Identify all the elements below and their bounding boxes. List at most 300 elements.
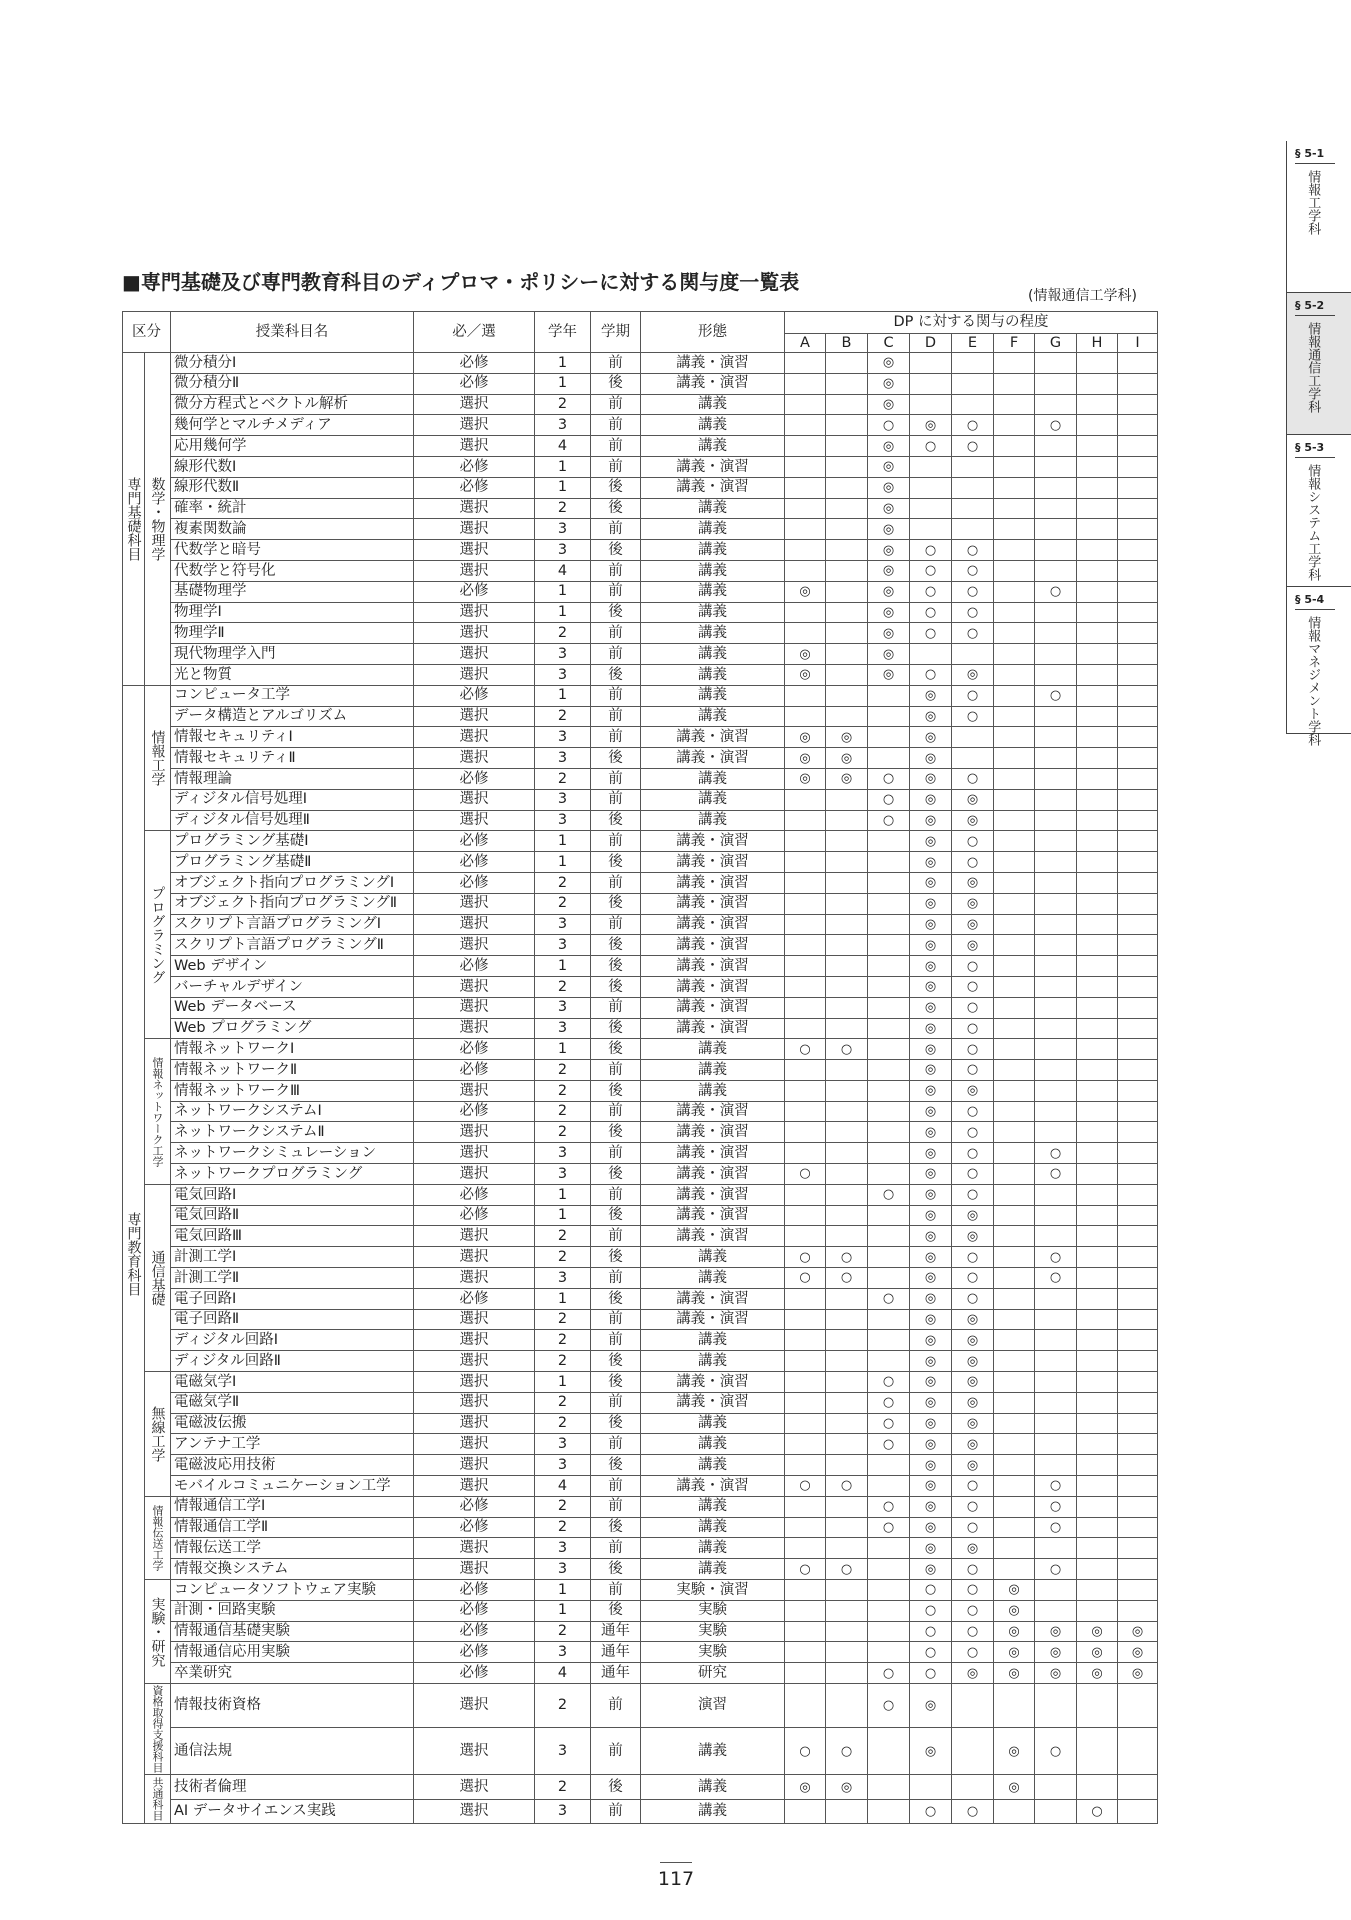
table-row — [123, 664, 1158, 685]
required-elective: 選択 — [414, 1018, 535, 1039]
dp-mark-g: ○ — [1035, 1268, 1077, 1289]
dp-mark-f — [994, 1434, 1035, 1455]
dp-mark-g — [1035, 1330, 1077, 1351]
class-form: 講義 — [641, 415, 785, 436]
subject-name: 微分積分Ⅰ — [171, 353, 414, 374]
required-elective: 選択 — [414, 1413, 535, 1434]
dp-mark-g: ◎ — [1035, 1663, 1077, 1684]
dp-mark-i — [1118, 581, 1158, 602]
dp-mark-i — [1118, 1101, 1158, 1122]
dp-mark-a — [785, 914, 826, 935]
dp-mark-d — [910, 477, 952, 498]
dp-mark-e: ◎ — [952, 1351, 994, 1372]
dp-mark-c — [868, 1330, 910, 1351]
year: 2 — [535, 1684, 591, 1728]
dp-mark-f: ◎ — [994, 1621, 1035, 1642]
table-row — [123, 1476, 1158, 1497]
dp-mark-b — [826, 1205, 868, 1226]
dp-mark-d: ◎ — [910, 893, 952, 914]
dp-mark-h — [1077, 1434, 1118, 1455]
dp-mark-i — [1118, 872, 1158, 893]
dp-mark-g — [1035, 1372, 1077, 1393]
subject-name: 情報ネットワークⅡ — [171, 1060, 414, 1081]
dp-mark-d — [910, 519, 952, 540]
term: 後 — [591, 935, 641, 956]
table-row — [123, 1184, 1158, 1205]
dp-mark-f — [994, 456, 1035, 477]
year: 2 — [535, 1122, 591, 1143]
dp-mark-e — [952, 1775, 994, 1800]
dp-mark-h — [1077, 560, 1118, 581]
class-form: 講義・演習 — [641, 893, 785, 914]
class-form: 講義 — [641, 644, 785, 665]
dp-mark-d: ◎ — [910, 872, 952, 893]
dp-mark-g — [1035, 353, 1077, 374]
dp-mark-f — [994, 436, 1035, 457]
year: 3 — [535, 1455, 591, 1476]
term: 後 — [591, 477, 641, 498]
subject-name: ネットワークシミュレーション — [171, 1143, 414, 1164]
dp-mark-a — [785, 1538, 826, 1559]
dp-mark-e: ○ — [952, 976, 994, 997]
dp-mark-i — [1118, 831, 1158, 852]
dp-mark-f — [994, 852, 1035, 873]
dp-mark-e: ○ — [952, 1580, 994, 1601]
table-row — [123, 1268, 1158, 1289]
dp-mark-h — [1077, 1496, 1118, 1517]
dp-mark-d: ○ — [910, 436, 952, 457]
dp-mark-i — [1118, 1538, 1158, 1559]
subject-name: コンピュータ工学 — [171, 685, 414, 706]
dp-mark-b — [826, 956, 868, 977]
dp-mark-c — [868, 685, 910, 706]
dp-mark-f: ◎ — [994, 1600, 1035, 1621]
dp-mark-g — [1035, 1799, 1077, 1823]
dp-mark-g: ○ — [1035, 1559, 1077, 1580]
dp-mark-h — [1077, 623, 1118, 644]
required-elective: 選択 — [414, 560, 535, 581]
dp-mark-e: ○ — [952, 685, 994, 706]
required-elective: 必修 — [414, 1663, 535, 1684]
dp-mark-b — [826, 540, 868, 561]
term: 前 — [591, 519, 641, 540]
dp-mark-e — [952, 353, 994, 374]
dp-mark-g — [1035, 1309, 1077, 1330]
year: 2 — [535, 1413, 591, 1434]
dp-mark-c — [868, 1351, 910, 1372]
term: 後 — [591, 1600, 641, 1621]
subject-name: 線形代数Ⅰ — [171, 456, 414, 477]
dp-mark-b — [826, 706, 868, 727]
term: 前 — [591, 1727, 641, 1774]
dp-mark-d: ◎ — [910, 976, 952, 997]
dp-mark-b: ○ — [826, 1247, 868, 1268]
required-elective: 必修 — [414, 456, 535, 477]
dp-mark-g — [1035, 976, 1077, 997]
dp-mark-g — [1035, 1288, 1077, 1309]
table-row — [123, 976, 1158, 997]
table-row — [123, 1143, 1158, 1164]
subject-name: ディジタル信号処理Ⅱ — [171, 810, 414, 831]
dp-mark-h — [1077, 644, 1118, 665]
dp-mark-d: ◎ — [910, 1184, 952, 1205]
dp-mark-f — [994, 353, 1035, 374]
dp-mark-d: ◎ — [910, 1080, 952, 1101]
year: 3 — [535, 810, 591, 831]
term: 前 — [591, 560, 641, 581]
required-elective: 選択 — [414, 748, 535, 769]
term: 前 — [591, 353, 641, 374]
dp-mark-g — [1035, 623, 1077, 644]
dp-mark-b — [826, 519, 868, 540]
dp-mark-i — [1118, 1080, 1158, 1101]
dp-mark-e: ○ — [952, 956, 994, 977]
term: 後 — [591, 1164, 641, 1185]
dp-mark-g: ◎ — [1035, 1642, 1077, 1663]
dp-mark-a — [785, 1600, 826, 1621]
table-row — [123, 1455, 1158, 1476]
dp-mark-a — [785, 1060, 826, 1081]
dp-mark-f — [994, 373, 1035, 394]
dp-mark-i — [1118, 1122, 1158, 1143]
year: 3 — [535, 914, 591, 935]
term: 通年 — [591, 1642, 641, 1663]
subject-name: 幾何学とマルチメディア — [171, 415, 414, 436]
dp-mark-c — [868, 1621, 910, 1642]
dp-mark-h — [1077, 685, 1118, 706]
dp-mark-c: ◎ — [868, 602, 910, 623]
dp-mark-d: ◎ — [910, 768, 952, 789]
dp-mark-f — [994, 1226, 1035, 1247]
required-elective: 選択 — [414, 1226, 535, 1247]
term: 後 — [591, 893, 641, 914]
section-tab[interactable] — [1286, 587, 1351, 746]
dp-mark-d: ○ — [910, 1600, 952, 1621]
term: 前 — [591, 1060, 641, 1081]
dp-mark-d: ◎ — [910, 810, 952, 831]
group-label: 情報工学 — [145, 685, 171, 831]
dp-mark-c — [868, 1538, 910, 1559]
year: 3 — [535, 644, 591, 665]
required-elective: 選択 — [414, 1455, 535, 1476]
year: 2 — [535, 1775, 591, 1800]
dp-relevance-table — [122, 311, 1158, 1824]
required-elective: 選択 — [414, 1538, 535, 1559]
dp-mark-e: ○ — [952, 1101, 994, 1122]
group-label: 通信基礎 — [145, 1184, 171, 1371]
dp-mark-h: ◎ — [1077, 1642, 1118, 1663]
dp-mark-a: ○ — [785, 1559, 826, 1580]
dp-mark-h — [1077, 1684, 1118, 1728]
year: 3 — [535, 1642, 591, 1663]
dp-mark-c: ○ — [868, 1392, 910, 1413]
dp-mark-i — [1118, 1247, 1158, 1268]
table-row — [123, 685, 1158, 706]
table-row — [123, 623, 1158, 644]
dp-mark-e: ○ — [952, 831, 994, 852]
class-form: 講義・演習 — [641, 1018, 785, 1039]
dp-mark-i — [1118, 560, 1158, 581]
dp-mark-f — [994, 1101, 1035, 1122]
dp-mark-i — [1118, 1799, 1158, 1823]
dp-mark-f — [994, 768, 1035, 789]
class-form: 講義 — [641, 498, 785, 519]
dp-mark-f — [994, 415, 1035, 436]
subject-name: 線形代数Ⅱ — [171, 477, 414, 498]
required-elective: 必修 — [414, 353, 535, 374]
dp-mark-h — [1077, 1143, 1118, 1164]
dp-mark-g — [1035, 394, 1077, 415]
dp-mark-b — [826, 1517, 868, 1538]
table-row — [123, 436, 1158, 457]
required-elective: 選択 — [414, 436, 535, 457]
year: 3 — [535, 1799, 591, 1823]
dp-mark-a — [785, 1309, 826, 1330]
class-form: 講義・演習 — [641, 456, 785, 477]
dp-mark-i — [1118, 498, 1158, 519]
table-row — [123, 560, 1158, 581]
class-form: 実験 — [641, 1642, 785, 1663]
dp-mark-a: ○ — [785, 1476, 826, 1497]
year: 3 — [535, 1018, 591, 1039]
dp-mark-a — [785, 1351, 826, 1372]
dp-mark-c: ◎ — [868, 394, 910, 415]
dp-mark-f — [994, 602, 1035, 623]
dp-mark-d: ◎ — [910, 1060, 952, 1081]
dp-mark-d: ○ — [910, 1663, 952, 1684]
dp-mark-h — [1077, 498, 1118, 519]
required-elective: 選択 — [414, 498, 535, 519]
year: 2 — [535, 872, 591, 893]
dp-mark-b — [826, 560, 868, 581]
table-row — [123, 581, 1158, 602]
dp-mark-f — [994, 1496, 1035, 1517]
class-form: 講義 — [641, 519, 785, 540]
dp-mark-d: ◎ — [910, 1101, 952, 1122]
dp-mark-i — [1118, 852, 1158, 873]
dp-mark-b: ○ — [826, 1727, 868, 1774]
dp-mark-f — [994, 1122, 1035, 1143]
table-row — [123, 1018, 1158, 1039]
dp-mark-b — [826, 976, 868, 997]
section-tab[interactable] — [1286, 293, 1351, 435]
class-form: 実験 — [641, 1621, 785, 1642]
dp-mark-b: ○ — [826, 1559, 868, 1580]
dp-mark-h: ○ — [1077, 1799, 1118, 1823]
dp-mark-g — [1035, 1684, 1077, 1728]
dp-mark-a: ○ — [785, 1727, 826, 1774]
dp-mark-b — [826, 1455, 868, 1476]
class-form: 講義 — [641, 1559, 785, 1580]
dp-mark-i — [1118, 1775, 1158, 1800]
required-elective: 選択 — [414, 1164, 535, 1185]
dp-mark-d: ○ — [910, 1799, 952, 1823]
required-elective: 選択 — [414, 1268, 535, 1289]
dp-mark-g — [1035, 1205, 1077, 1226]
dp-mark-d: ◎ — [910, 706, 952, 727]
dp-col-e: E — [952, 334, 994, 353]
section-tab[interactable] — [1286, 141, 1351, 293]
dp-mark-h — [1077, 415, 1118, 436]
required-elective: 必修 — [414, 1642, 535, 1663]
dp-mark-i — [1118, 1600, 1158, 1621]
dp-mark-i — [1118, 914, 1158, 935]
dp-mark-a — [785, 1143, 826, 1164]
dp-mark-c — [868, 1226, 910, 1247]
class-form: 講義 — [641, 1517, 785, 1538]
table-row — [123, 1538, 1158, 1559]
dp-mark-c: ◎ — [868, 623, 910, 644]
dp-mark-d: ◎ — [910, 1039, 952, 1060]
dp-mark-a: ○ — [785, 1164, 826, 1185]
table-row — [123, 1372, 1158, 1393]
dp-mark-h — [1077, 1226, 1118, 1247]
subject-name: バーチャルデザイン — [171, 976, 414, 997]
term: 前 — [591, 1799, 641, 1823]
dp-mark-e: ◎ — [952, 1309, 994, 1330]
dp-mark-f — [994, 1351, 1035, 1372]
year: 4 — [535, 1663, 591, 1684]
dp-mark-c: ○ — [868, 1184, 910, 1205]
dp-mark-c: ○ — [868, 1663, 910, 1684]
dp-mark-e — [952, 477, 994, 498]
year: 1 — [535, 456, 591, 477]
required-elective: 選択 — [414, 540, 535, 561]
dp-mark-c — [868, 956, 910, 977]
dp-mark-c: ◎ — [868, 353, 910, 374]
dp-mark-a — [785, 1455, 826, 1476]
dp-mark-b — [826, 1413, 868, 1434]
table-row — [123, 768, 1158, 789]
dp-mark-g — [1035, 1122, 1077, 1143]
table-row — [123, 935, 1158, 956]
dp-mark-h — [1077, 1101, 1118, 1122]
dp-mark-b — [826, 1288, 868, 1309]
class-form: 実験 — [641, 1600, 785, 1621]
dp-mark-h — [1077, 602, 1118, 623]
term: 前 — [591, 789, 641, 810]
dp-mark-a — [785, 373, 826, 394]
dp-mark-b — [826, 789, 868, 810]
year: 4 — [535, 560, 591, 581]
class-form: 講義・演習 — [641, 831, 785, 852]
dp-mark-c: ◎ — [868, 519, 910, 540]
dp-mark-d: ◎ — [910, 415, 952, 436]
term: 前 — [591, 456, 641, 477]
year: 2 — [535, 1101, 591, 1122]
dp-mark-d — [910, 456, 952, 477]
year: 3 — [535, 789, 591, 810]
dp-mark-h — [1077, 1351, 1118, 1372]
subject-name: 物理学Ⅰ — [171, 602, 414, 623]
class-form: 講義 — [641, 685, 785, 706]
dp-mark-c: ○ — [868, 1434, 910, 1455]
term: 前 — [591, 997, 641, 1018]
dp-mark-i — [1118, 477, 1158, 498]
dp-mark-g — [1035, 852, 1077, 873]
required-elective: 選択 — [414, 1351, 535, 1372]
required-elective: 必修 — [414, 1101, 535, 1122]
class-form: 講義・演習 — [641, 976, 785, 997]
dp-mark-a — [785, 893, 826, 914]
year: 2 — [535, 1226, 591, 1247]
class-form: 講義 — [641, 1413, 785, 1434]
table-row — [123, 1247, 1158, 1268]
dp-mark-a — [785, 1580, 826, 1601]
dp-mark-f — [994, 498, 1035, 519]
class-form: 講義 — [641, 1799, 785, 1823]
dp-mark-d: ◎ — [910, 1205, 952, 1226]
dp-mark-h — [1077, 768, 1118, 789]
subject-name: 電磁気学Ⅰ — [171, 1372, 414, 1393]
year: 2 — [535, 976, 591, 997]
dp-mark-c — [868, 1268, 910, 1289]
dp-mark-e: ◎ — [952, 914, 994, 935]
dp-mark-b — [826, 893, 868, 914]
dp-mark-c: ○ — [868, 810, 910, 831]
dp-mark-i — [1118, 1018, 1158, 1039]
dp-mark-h — [1077, 394, 1118, 415]
subject-name: 情報セキュリティⅡ — [171, 748, 414, 769]
dp-mark-c — [868, 1039, 910, 1060]
subject-name: 情報交換システム — [171, 1559, 414, 1580]
dp-mark-b — [826, 1642, 868, 1663]
table-row — [123, 373, 1158, 394]
term: 前 — [591, 623, 641, 644]
table-row — [123, 1101, 1158, 1122]
class-form: 講義 — [641, 1080, 785, 1101]
term: 後 — [591, 540, 641, 561]
dp-mark-e: ○ — [952, 997, 994, 1018]
dp-mark-a: ◎ — [785, 1775, 826, 1800]
subject-name: Web プログラミング — [171, 1018, 414, 1039]
dp-mark-e: ○ — [952, 1039, 994, 1060]
dp-mark-e: ○ — [952, 1060, 994, 1081]
term: 前 — [591, 1309, 641, 1330]
dp-mark-h — [1077, 1775, 1118, 1800]
table-row — [123, 1642, 1158, 1663]
dp-mark-a — [785, 935, 826, 956]
dp-mark-f — [994, 1268, 1035, 1289]
subject-name: ネットワークシステムⅠ — [171, 1101, 414, 1122]
dp-mark-b: ◎ — [826, 748, 868, 769]
dp-mark-d: ○ — [910, 581, 952, 602]
dp-mark-h — [1077, 353, 1118, 374]
dp-mark-e — [952, 519, 994, 540]
dp-mark-a — [785, 1018, 826, 1039]
dp-mark-a — [785, 1184, 826, 1205]
dp-mark-f — [994, 1080, 1035, 1101]
dp-mark-d — [910, 373, 952, 394]
subject-name: 情報ネットワークⅠ — [171, 1039, 414, 1060]
required-elective: 選択 — [414, 1392, 535, 1413]
table-row — [123, 956, 1158, 977]
dp-mark-h — [1077, 727, 1118, 748]
dp-mark-f — [994, 644, 1035, 665]
dp-mark-f — [994, 1538, 1035, 1559]
dp-mark-f — [994, 664, 1035, 685]
dp-mark-e: ◎ — [952, 893, 994, 914]
subject-name: 微分積分Ⅱ — [171, 373, 414, 394]
section-tab[interactable] — [1286, 435, 1351, 587]
table-row — [123, 1060, 1158, 1081]
dp-col-a: A — [785, 334, 826, 353]
dp-mark-i — [1118, 1434, 1158, 1455]
dp-mark-d — [910, 353, 952, 374]
required-elective: 選択 — [414, 914, 535, 935]
dp-mark-e: ◎ — [952, 810, 994, 831]
term: 前 — [591, 1538, 641, 1559]
